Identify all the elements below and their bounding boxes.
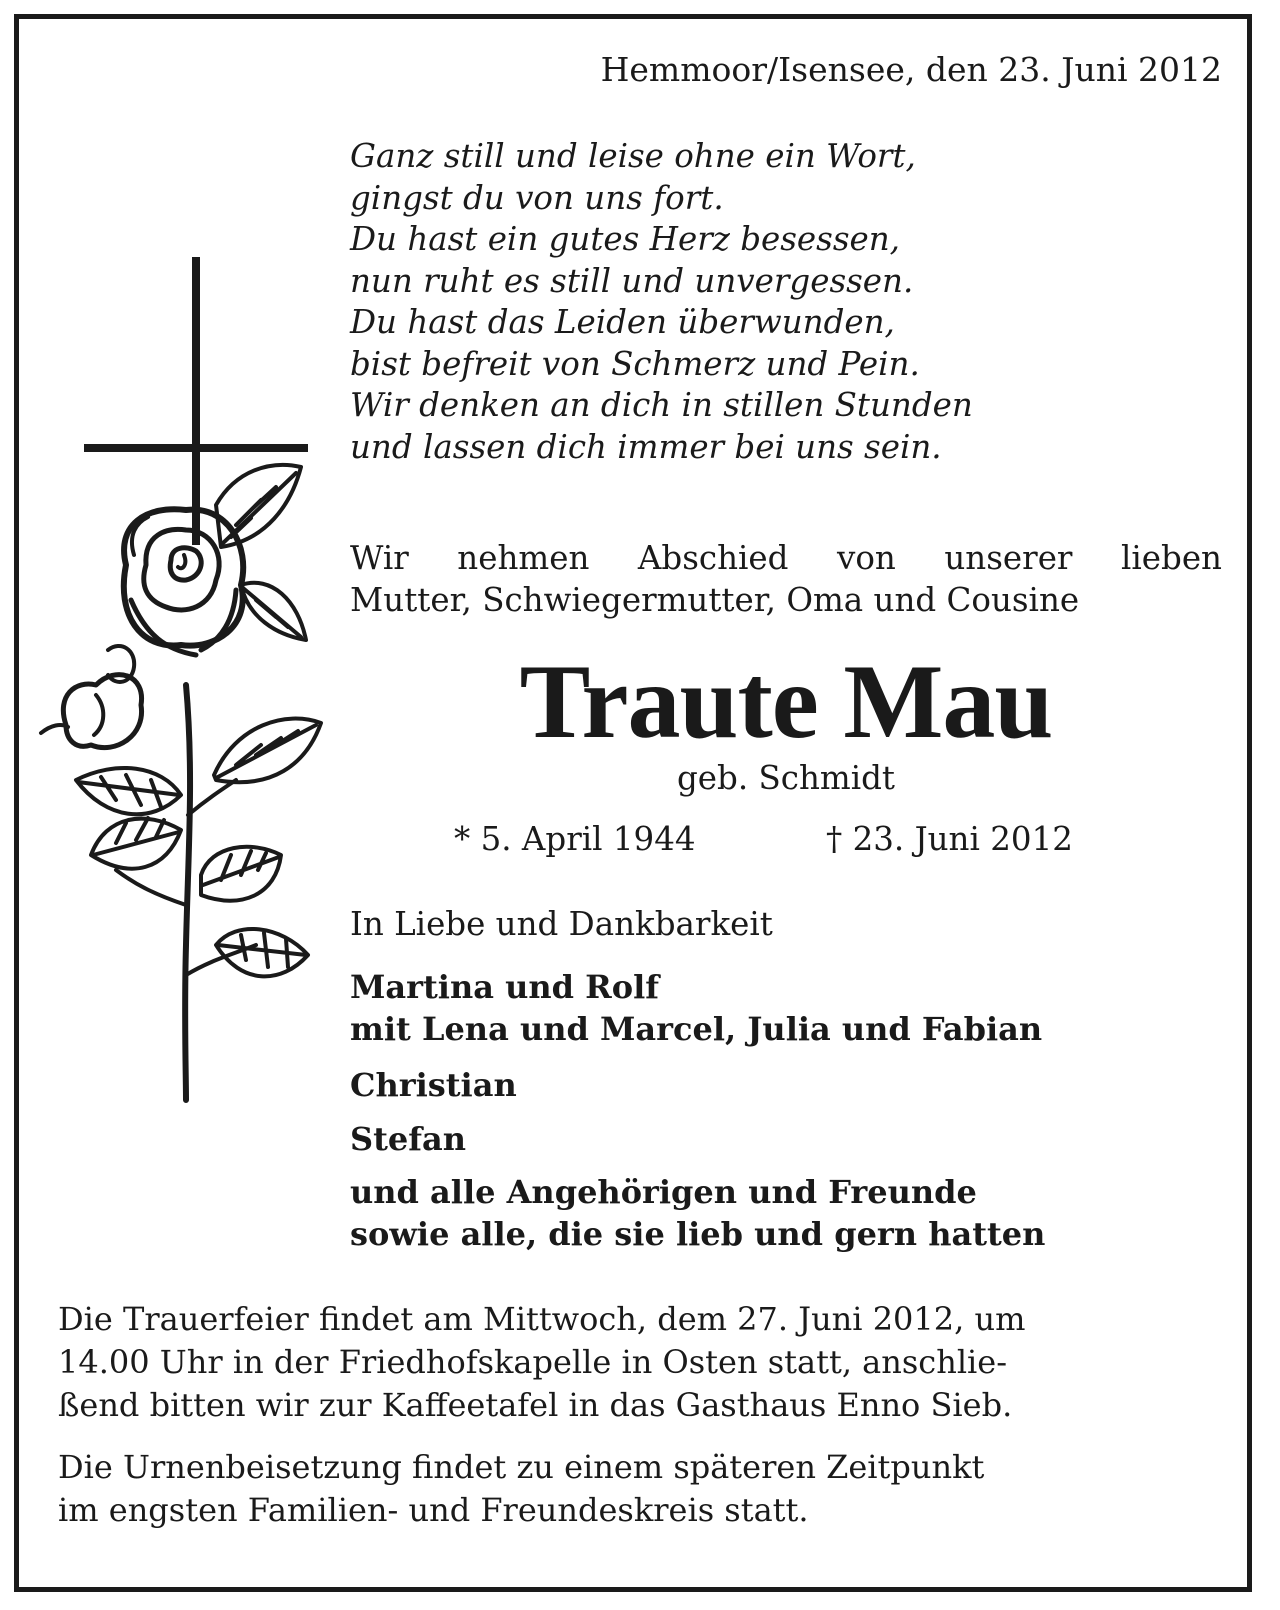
mourner-line: Martina und Rolf	[350, 968, 659, 1006]
urn-burial-info	[58, 1446, 1222, 1532]
maiden-name: geb. Schmidt	[677, 759, 895, 797]
deceased-name: Traute Mau	[519, 643, 1053, 760]
birth-date: * 5. April 1944	[454, 820, 696, 858]
mourner-line: und alle Angehörigen und Freunde	[350, 1173, 977, 1211]
poem-line: gingst du von uns fort.	[350, 178, 724, 217]
funeral-info-line: Die Trauerfeier findet am Mittwoch, dem 27. Juni 2012, um	[58, 1300, 1026, 1338]
mourners-intro: In Liebe und Dankbarkeit	[350, 905, 773, 943]
funeral-info-line: ßend bitten wir zur Kaffeetafel in das Gasthaus Enno Sieb.	[58, 1386, 1013, 1424]
mourner-line: Stefan	[350, 1120, 467, 1158]
death-date: † 23. Juni 2012	[826, 820, 1073, 858]
poem-line: und lassen dich immer bei uns sein.	[350, 427, 942, 466]
poem-line: Ganz still und leise ohne ein Wort,	[350, 137, 916, 175]
poem-line: bist befreit von Schmerz und Pein.	[350, 344, 920, 383]
mourners-others	[350, 1171, 1045, 1255]
poem	[350, 136, 973, 468]
mourners-family	[350, 966, 1042, 1050]
poem-line: Wir denken an dich in stillen Stunden	[350, 386, 973, 424]
mourner-line: mit Lena und Marcel, Julia und Fabian	[350, 1010, 1043, 1048]
mourner-line: Christian	[350, 1066, 517, 1104]
poem-line: nun ruht es still und unvergessen.	[350, 261, 914, 300]
funeral-info-line: 14.00 Uhr in der Friedhofskapelle in Osten statt, anschlie-	[58, 1343, 1008, 1381]
farewell-intro-line: Mutter, Schwiegermutter, Oma und Cousine	[350, 581, 1080, 619]
urn-burial-info-line: im engsten Familien- und Freundeskreis statt.	[58, 1491, 809, 1529]
funeral-info	[58, 1298, 1222, 1427]
poem-line: Du hast ein gutes Herz besessen,	[350, 220, 900, 258]
farewell-intro	[350, 537, 1222, 621]
place-date: Hemmoor/Isensee, den 23. Juni 2012	[600, 50, 1222, 89]
cross-with-rose-icon	[36, 255, 326, 1135]
mourner-line: sowie alle, die sie lieb und gern hatten	[350, 1215, 1046, 1253]
urn-burial-info-line: Die Urnenbeisetzung findet zu einem späteren Zeitpunkt	[58, 1448, 985, 1486]
farewell-intro-line: Wir nehmen Abschied von unserer lieben	[350, 539, 1222, 577]
poem-line: Du hast das Leiden überwunden,	[350, 303, 895, 341]
